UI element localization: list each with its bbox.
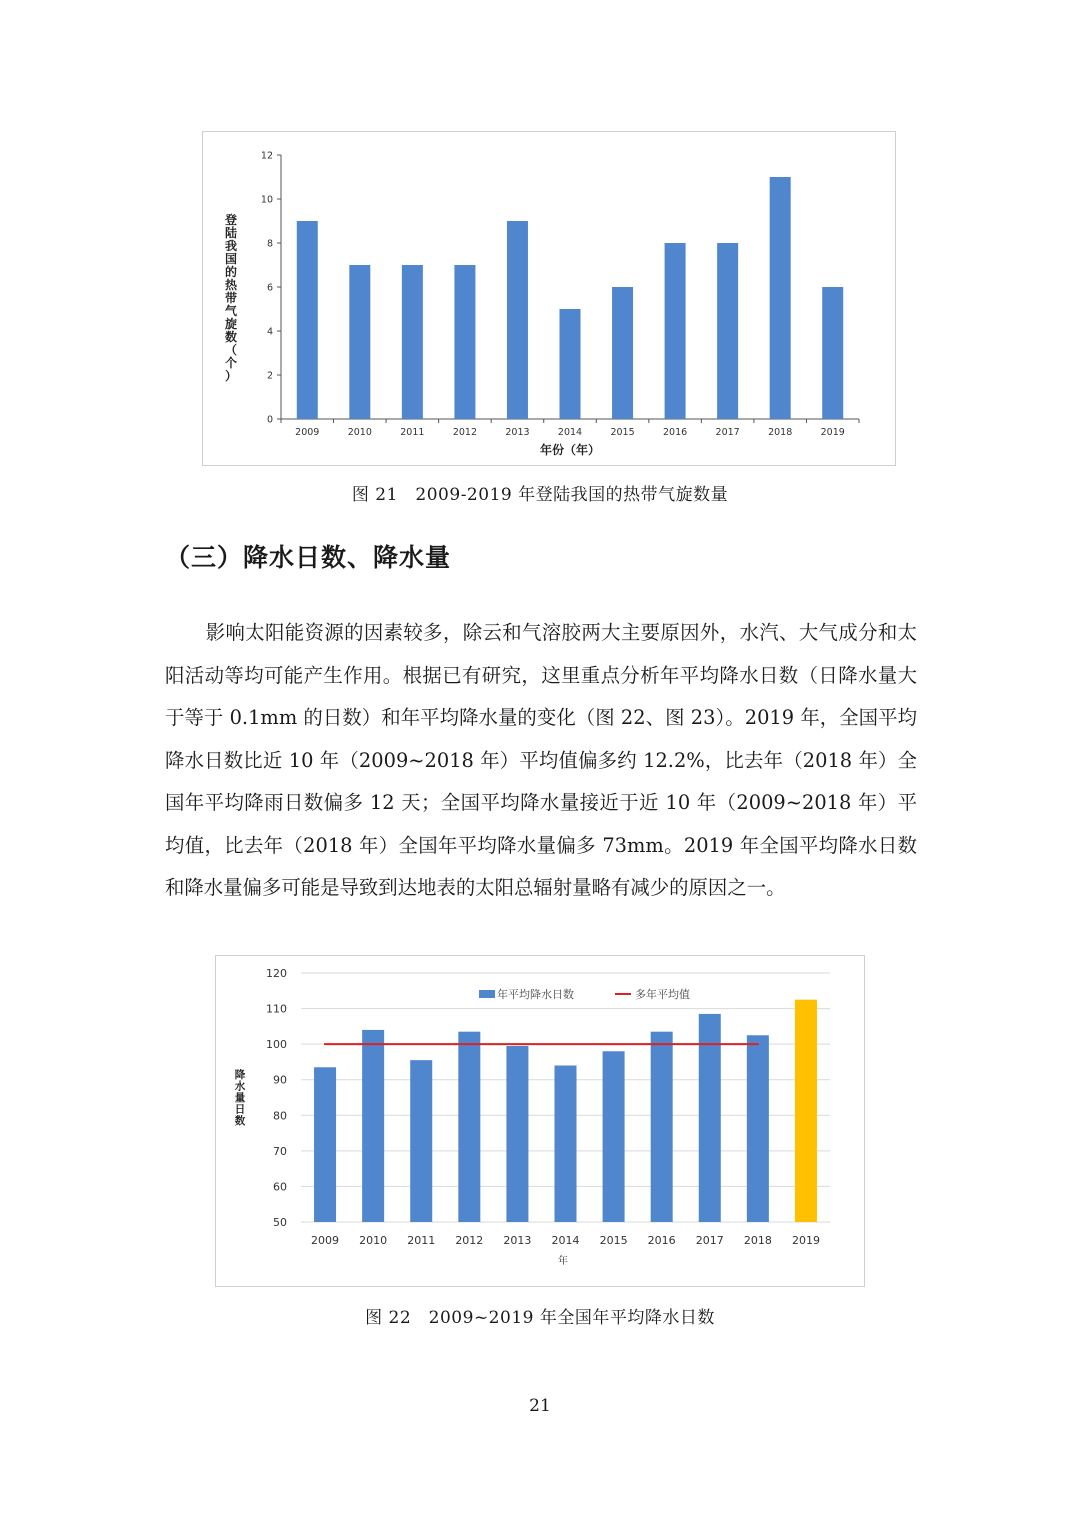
x-tick-label: 2016 [647,1234,676,1247]
legend-label-bars: 年平均降水日数 [497,988,574,1001]
bar [603,1051,625,1222]
section-heading: （三）降水日数、降水量 [165,543,452,572]
y-tick-label: 0 [266,414,273,426]
x-tick-label: 2013 [503,1234,532,1247]
bar [458,1032,480,1222]
x-tick-label: 2013 [505,427,530,438]
y-axis-label: 登陆我国的热带气旋数（个） [224,213,238,383]
x-tick-label: 2017 [695,1234,724,1247]
y-tick-label: 8 [266,238,273,250]
y-tick-label: 120 [266,967,287,980]
y-axis-label: 降水量日数 [234,1069,246,1127]
bar [560,309,581,419]
y-tick-label: 100 [266,1038,287,1052]
bar [795,1000,817,1222]
bar [747,1035,769,1222]
x-tick-label: 2017 [715,427,740,438]
bar [297,221,318,419]
x-tick-label: 2018 [768,427,793,438]
body-paragraph: 影响太阳能资源的因素较多，除云和气溶胶两大主要原因外，水汽、大气成分和太阳活动等均可能产生作用。根据已有研究，这里重点分析年平均降水日数（日降水量大于等于 0.1mm 的日数）和年平均降水量的变化（图 22、图 23）。2019 年，全国平均降水日数比近 10 年（2009~2018 年）平均值偏多约 12.2%，比去年（2018 年）全国年平均降雨日数偏多 12 天；全国平均降水量接近于近 10 年（2009~2018 年）平均值，比去年（2018 年）全国年平均降水量偏多 73mm。2019 年全国平均降水日数和降水量偏多可能是导致到达地表的太阳总辐射量略有减少的原因之一。 [165,621,917,899]
bar [410,1060,432,1222]
x-tick-label: 2019 [820,427,845,438]
bar [402,265,423,419]
tropical-cyclone-chart [202,131,896,466]
bar [555,1065,577,1222]
figure-21-caption: 图 21 2009-2019 年登陆我国的热带气旋数量 [351,485,729,505]
legend-label-line: 多年平均值 [635,988,690,1001]
bar [314,1067,336,1222]
x-tick-label: 2011 [407,1234,436,1247]
y-tick-label: 50 [273,1216,287,1229]
y-tick-label: 70 [273,1144,287,1158]
precipitation-days-bar-chart [216,956,866,1288]
bar [770,177,791,419]
y-tick-label: 90 [273,1073,287,1087]
x-tick-label: 2014 [557,427,583,438]
bar [665,243,686,419]
x-tick-label: 2015 [599,1234,628,1247]
x-tick-label: 2009 [295,427,320,438]
x-tick-label: 2012 [452,427,478,438]
y-tick-label: 2 [266,370,273,382]
x-tick-label: 2010 [359,1234,388,1247]
bar [507,221,528,419]
y-tick-label: 6 [266,282,273,294]
x-axis-label: 年份（年） [539,443,601,457]
figure-22-caption: 图 22 2009~2019 年全国年平均降水日数 [365,1308,715,1328]
bar [822,287,843,419]
y-tick-label: 110 [266,1002,287,1016]
y-tick-label: 80 [273,1109,287,1123]
bar [362,1030,384,1222]
x-axis-label: 年 [558,1256,568,1267]
x-tick-label: 2009 [311,1234,340,1247]
x-tick-label: 2016 [662,427,688,438]
page-number: 21 [529,1396,551,1416]
x-tick-label: 2018 [743,1234,772,1247]
bar [651,1032,673,1222]
x-tick-label: 2010 [347,427,372,438]
y-tick-label: 60 [273,1180,287,1194]
y-tick-label: 12 [260,150,273,162]
legend-swatch-bars [479,990,495,998]
x-tick-label: 2015 [610,427,635,438]
y-tick-label: 10 [260,194,273,206]
x-tick-label: 2011 [400,427,425,438]
tropical-cyclone-bar-chart [203,132,897,467]
y-tick-label: 4 [266,326,273,338]
precipitation-days-chart [215,955,865,1287]
bar [612,287,633,419]
x-tick-label: 2014 [551,1234,580,1247]
bar [349,265,370,419]
x-tick-label: 2012 [455,1234,484,1247]
bar [454,265,475,419]
x-tick-label: 2019 [791,1234,820,1247]
bar [506,1046,528,1222]
bar [717,243,738,419]
